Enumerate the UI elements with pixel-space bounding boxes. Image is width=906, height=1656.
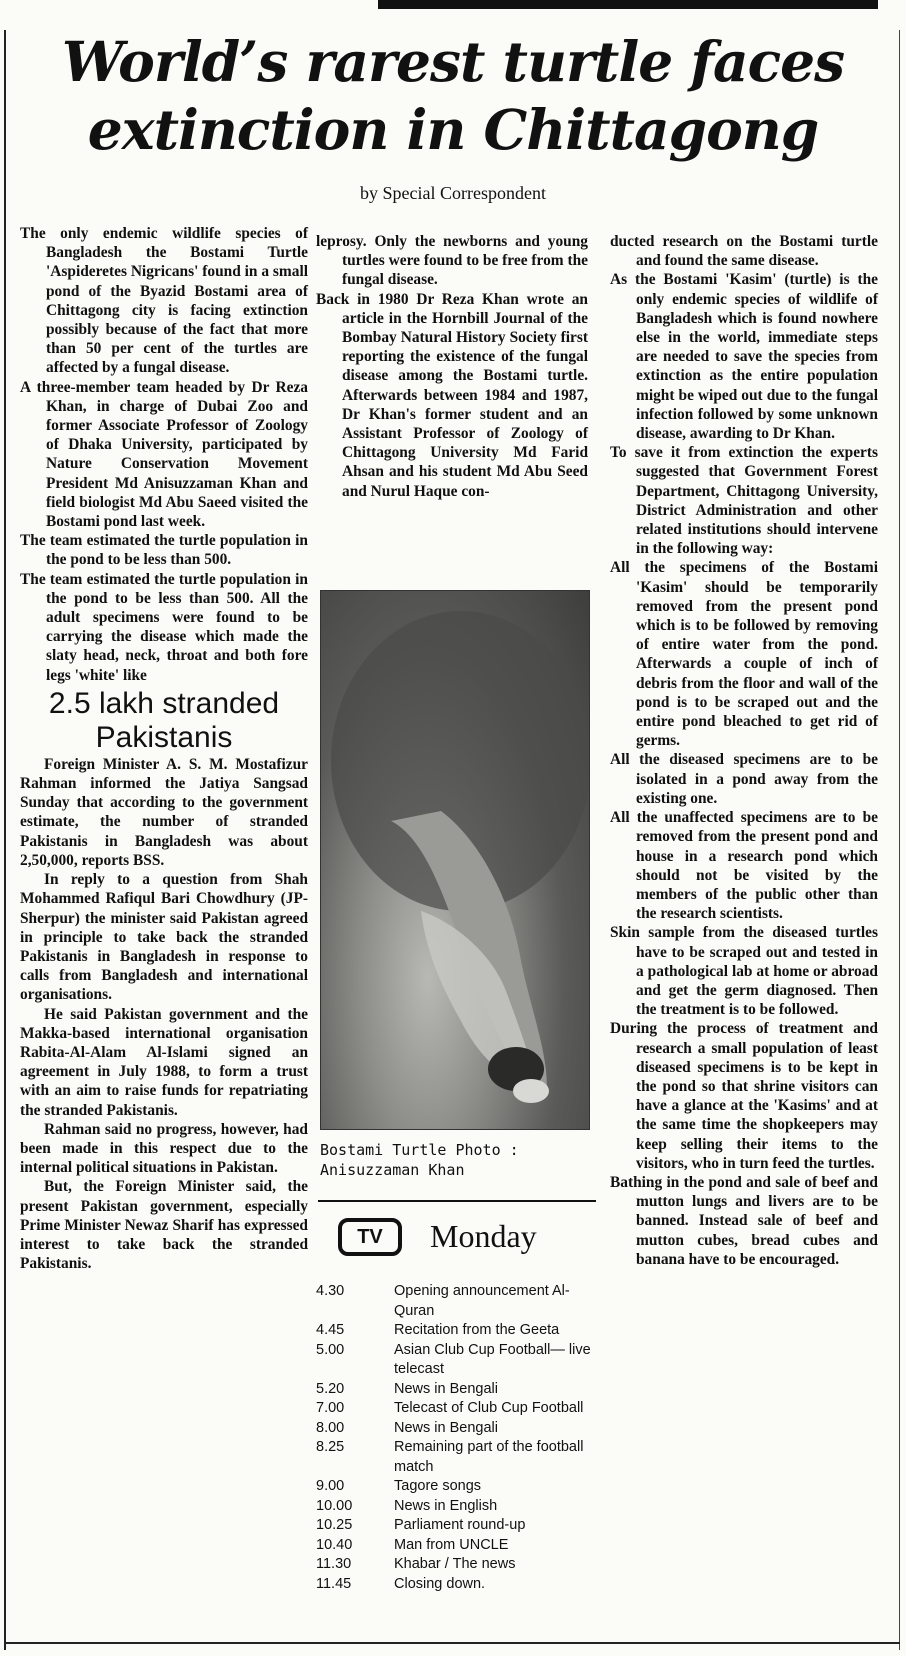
tv-program: Khabar / The news	[394, 1556, 516, 1572]
tv-time: 7.00	[316, 1400, 345, 1416]
sub-headline-line1: 2.5 lakh stranded	[48, 686, 280, 720]
tv-time: 8.25	[316, 1439, 345, 1455]
tv-program: Man from UNCLE	[394, 1536, 509, 1553]
top-rule	[378, 0, 878, 9]
story-paragraph: In reply to a question from Shah Mohammed Rafiqul Bari Chowdhury (JP-Sherpur) the minister said Pakistan agreed in principle to take back the stranded Pakistanis in Bangladesh in response to calls from Bangladesh and international organisations.	[20, 871, 308, 1004]
article-paragraph: To save it from extinction the experts suggested that Government Forest Department, Chittagong University, District Administration and other related institutions should intervene in the following way:	[610, 444, 878, 558]
tv-time: 10.25	[316, 1517, 353, 1533]
article-paragraph: During the process of treatment and research a small population of least diseased specimens is to be kept in the pond so that shrine visitors can have a glance at the 'Kasims' and at the same time the shopkeepers may keep selling their items to the visitors, who in turn feed the turtles.	[610, 1020, 878, 1172]
tv-schedule-row	[314, 1282, 594, 1321]
tv-program: Closing down.	[394, 1575, 486, 1592]
tv-time: 10.40	[316, 1536, 353, 1553]
tv-program: Recitation from the Geeta	[394, 1322, 560, 1338]
tv-program: Asian Club Cup Football— live telecast	[394, 1341, 591, 1377]
tv-time: 9.00	[316, 1478, 345, 1494]
tv-schedule-row	[314, 1575, 594, 1595]
column-right	[610, 232, 878, 1269]
article-paragraph: The team estimated the turtle population in the pond to be less than 500. All the adult specimens were found to be carrying the disease which made the slaty head, neck, throat and both fore legs 'white' like	[20, 570, 308, 684]
column-middle	[316, 232, 588, 501]
turtle-photo	[320, 590, 590, 1130]
article-paragraph: A three-member team headed by Dr Reza Khan, in charge of Dubai Zoo and former Associate Professor of Zoology of Dhaka University, participated by Nature Conservation Movement President Md Anisuzzaman Khan and field biologist Md Abu Saeed visited the Bostami pond last week.	[20, 378, 308, 531]
article-paragraph: leprosy. Only the newborns and young turtles were found to be free from the fungal disease.	[316, 233, 588, 289]
article-paragraph: The only endemic wildlife species of Bangladesh the Bostami Turtle 'Aspideretes Nigricans' found in a small pond of the Byazid Bostami area of Chittagong city is facing extinction possibly because of the fact that more than 50 per cent of the turtles are affected by a fungal disease.	[20, 225, 308, 377]
tv-program: Telecast of Club Cup Football	[394, 1400, 584, 1416]
tv-time: 4.30	[316, 1283, 345, 1299]
sub-headline-line2: Pakistanis	[95, 720, 233, 754]
tv-schedule-row	[314, 1321, 594, 1341]
tv-time: 10.00	[316, 1497, 353, 1514]
story-paragraph: Foreign Minister A. S. M. Mostafizur Rahman informed the Jatiya Sangsad Sunday that according to the government estimate, the number of stranded Pakistanis in Bangladesh was about 2,50,000, reports BSS.	[20, 755, 308, 869]
tv-program: Remaining part of the football match	[394, 1439, 584, 1475]
tv-day-heading: Monday	[430, 1218, 537, 1254]
sub-headline	[20, 687, 308, 755]
article-paragraph: Skin sample from the diseased turtles have to be scraped out and tested in a pathological lab at home or abroad and get the germ diagnosed. Then the treatment is to be followed.	[610, 924, 878, 1019]
article-paragraph: Bathing in the pond and sale of beef and mutton lungs and livers are to be banned. Instead sale of beef and mutton cubes, bread cubes and banana have to be encouraged.	[610, 1173, 878, 1268]
tv-program: Tagore songs	[394, 1478, 482, 1494]
tv-icon: TV	[338, 1218, 402, 1256]
article-paragraph: All the diseased specimens are to be isolated in a pond away from the existing one.	[610, 751, 878, 807]
story-paragraph: He said Pakistan government and the Makka-based international organisation Rabita-Al-Alam Al-Islami signed an agreement in July 1988, to form a trust with an aim to raise funds for repatriating the stranded Pakistanis.	[20, 1005, 308, 1119]
tv-schedule-row	[314, 1380, 594, 1400]
tv-schedule	[314, 1282, 594, 1594]
tv-program: Parliament round-up	[394, 1517, 526, 1533]
turtle-illustration	[321, 591, 589, 1129]
bottom-rule	[4, 1642, 900, 1644]
tv-schedule-row	[314, 1536, 594, 1556]
tv-time: 5.00	[316, 1341, 345, 1358]
tv-time: 4.45	[316, 1322, 345, 1338]
tv-schedule-row	[314, 1341, 594, 1380]
story-paragraph: Rahman said no progress, however, had been made in this respect due to the internal political situations in Pakistan.	[20, 1120, 308, 1177]
article-paragraph: As the Bostami 'Kasim' (turtle) is the only endemic species of wildlife of Bangladesh which is found nowhere else in the world, immediate steps are needed to save the species from extinction as the entire population might be wiped out due to the fungal infection followed by some unknown disease, awarding to Dr Khan.	[610, 271, 878, 443]
tv-schedule-row	[314, 1399, 594, 1419]
right-border	[899, 30, 900, 1650]
column-left	[20, 224, 308, 1273]
tv-schedule-row	[314, 1497, 594, 1517]
tv-schedule-row	[314, 1419, 594, 1439]
tv-time: 11.30	[316, 1556, 352, 1572]
article-paragraph: Back in 1980 Dr Reza Khan wrote an article in the Hornbill Journal of the Bombay Natural History Society first reporting the existence of the fungal disease among the Bostami turtle. Afterwards between 1984 and 1987, Dr Khan's former student and an Assistant Professor of Zoology of Chittagong University Md Farid Ahsan and his student Md Abu Seed and Nurul Haque con-	[316, 290, 588, 500]
tv-program: Opening announcement Al-Quran	[394, 1283, 570, 1319]
tv-schedule-row	[314, 1555, 594, 1575]
tv-program: News in English	[394, 1497, 498, 1514]
tv-schedule-row	[314, 1477, 594, 1497]
headline: World’s rarest turtle faces extinction in Chittagong	[61, 29, 845, 162]
article-paragraph: ducted research on the Bostami turtle and found the same disease.	[610, 233, 878, 270]
tv-divider	[318, 1200, 596, 1202]
tv-program: News in Bengali	[394, 1380, 498, 1397]
byline: by Special Correspondent	[360, 183, 546, 203]
article-paragraph: All the unaffected specimens are to be removed from the present pond and house in a research pond which should not be visited by the members of the public other than the research scientists.	[610, 809, 878, 923]
tv-program: News in Bengali	[394, 1419, 498, 1436]
left-border	[4, 30, 6, 1650]
tv-schedule-row	[314, 1438, 594, 1477]
story-paragraph: But, the Foreign Minister said, the present Pakistan government, especially Prime Minister Newaz Sharif has expressed interest to take back the stranded Pakistanis.	[20, 1178, 308, 1273]
article-paragraph: All the specimens of the Bostami 'Kasim' should be temporarily removed from the present pond which is to be followed by removing of entire water from the pond. Afterwards a couple of inch of debris from the floor and wall of the pond is to be scraped out and the entire pond bleached to get rid of germs.	[610, 559, 878, 750]
tv-time: 8.00	[316, 1419, 345, 1436]
article-paragraph: The team estimated the turtle population in the pond to be less than 500.	[20, 532, 308, 569]
tv-time: 11.45	[316, 1575, 352, 1592]
tv-schedule-row	[314, 1516, 594, 1536]
photo-caption: Bostami Turtle Photo : Anisuzzaman Khan	[320, 1141, 519, 1179]
tv-time: 5.20	[316, 1380, 345, 1397]
